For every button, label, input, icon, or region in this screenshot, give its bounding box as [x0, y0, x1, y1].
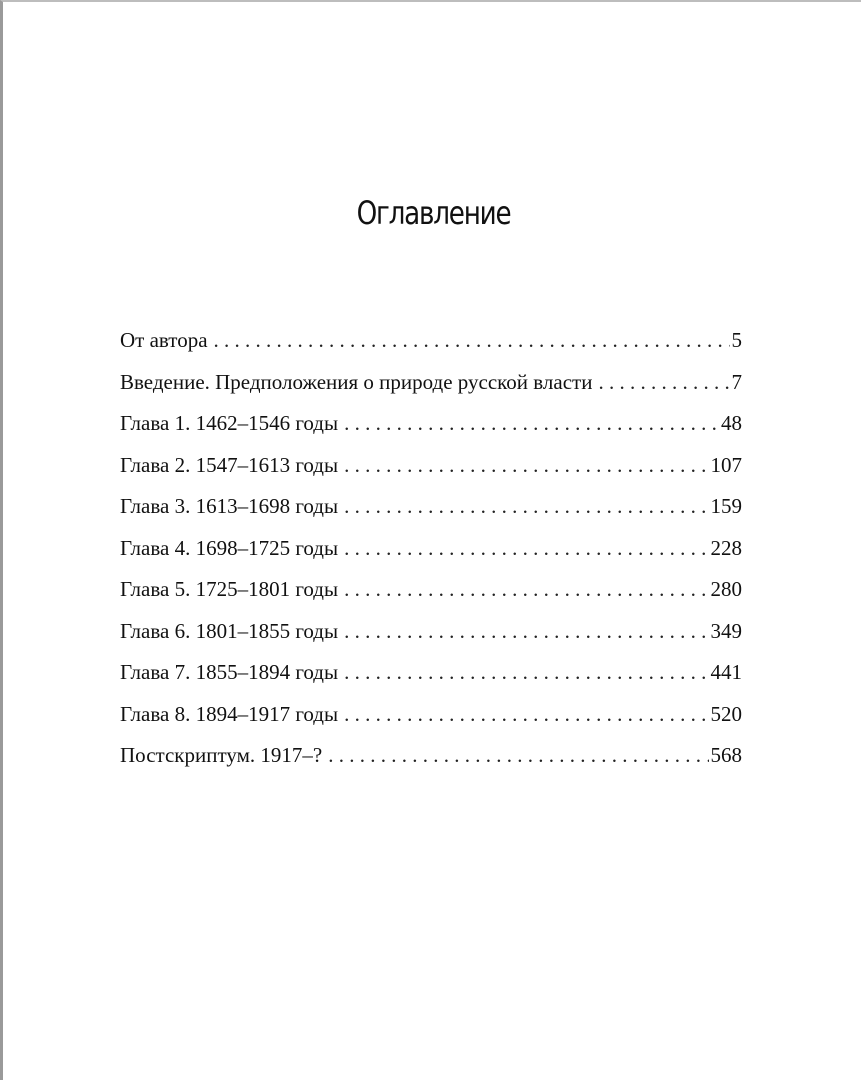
dot-leader: [344, 698, 708, 730]
toc-entry[interactable]: [120, 532, 742, 574]
toc-entry-page: 441: [710, 660, 742, 684]
toc-entry[interactable]: [120, 573, 742, 615]
toc-entry[interactable]: [120, 324, 742, 366]
toc-entry[interactable]: [120, 656, 742, 698]
toc-entry-page: 159: [710, 494, 742, 518]
dot-leader: [344, 573, 708, 605]
toc-entry-page: 48: [721, 411, 742, 435]
dot-leader: [344, 656, 708, 688]
toc-entry-page: 349: [710, 618, 742, 643]
table-of-contents: [120, 324, 742, 781]
toc-entry[interactable]: [120, 490, 742, 532]
toc-entry-label: Глава 8. 1894–1917 годы: [120, 701, 339, 726]
dot-leader: [344, 449, 708, 481]
toc-entry-label: Глава 5. 1725–1801 годы: [120, 577, 339, 601]
dot-leader: [344, 532, 708, 564]
toc-entry-page: 5: [731, 328, 742, 352]
toc-entry-label: Глава 7. 1855–1894 годы: [120, 660, 339, 684]
toc-entry-page: 520: [710, 701, 742, 726]
toc-entry[interactable]: [120, 449, 742, 491]
toc-entry-label: Глава 3. 1613–1698 годы: [120, 494, 339, 518]
toc-entry-label: Введение. Предположения о природе русской власти: [120, 369, 593, 394]
dot-leader: [344, 490, 708, 522]
dot-leader: [344, 615, 708, 647]
dot-leader: [344, 407, 719, 439]
toc-entry-page: 280: [710, 577, 742, 601]
page-title: Оглавление: [356, 194, 511, 232]
toc-entry-page: 7: [731, 369, 742, 394]
toc-entry-page: 568: [710, 743, 742, 767]
toc-entry-label: Постскриптум. 1917–?: [120, 743, 323, 767]
toc-entry[interactable]: [120, 615, 742, 657]
toc-entry-page: 107: [710, 452, 742, 477]
toc-entry-label: Глава 2. 1547–1613 годы: [120, 452, 339, 477]
toc-entry-label: От автора: [120, 328, 208, 352]
dot-leader: [598, 366, 729, 398]
toc-entry[interactable]: [120, 366, 742, 408]
toc-entry[interactable]: [120, 739, 742, 781]
dot-leader: [214, 324, 730, 356]
dot-leader: [328, 739, 708, 771]
toc-entry-page: 228: [710, 535, 742, 560]
toc-entry[interactable]: [120, 407, 742, 449]
toc-entry-label: Глава 6. 1801–1855 годы: [120, 618, 339, 643]
toc-entry[interactable]: [120, 698, 742, 740]
toc-entry-label: Глава 1. 1462–1546 годы: [120, 411, 339, 435]
toc-entry-label: Глава 4. 1698–1725 годы: [120, 535, 339, 560]
